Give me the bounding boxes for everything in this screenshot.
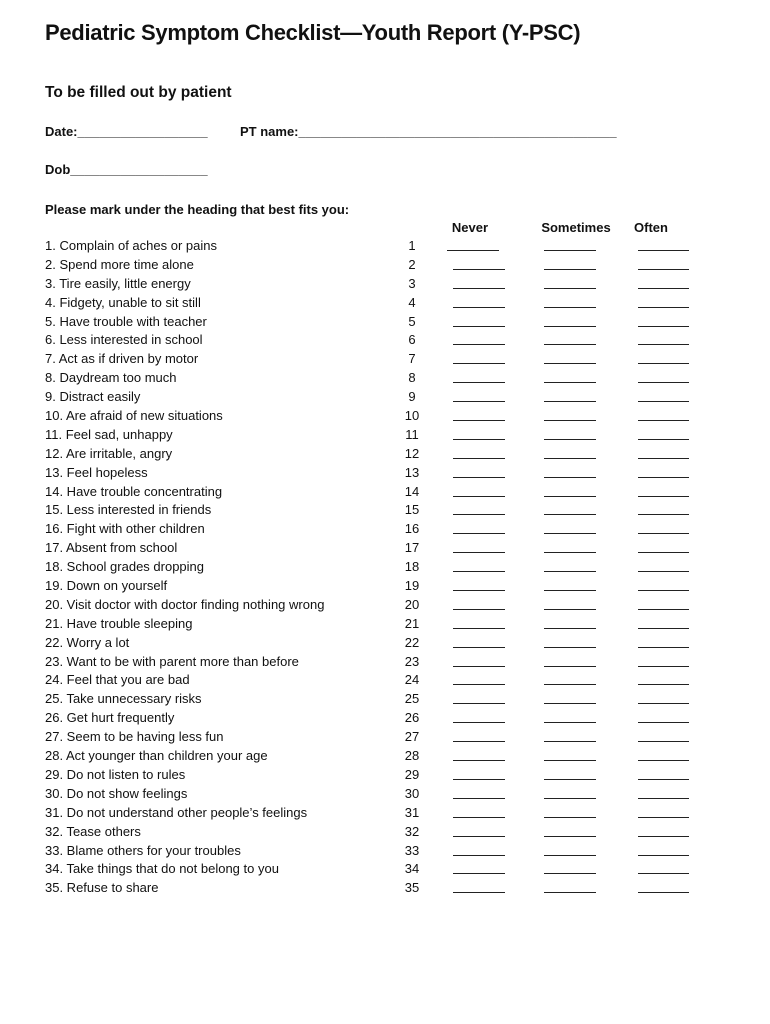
- question-text: 19. Down on yourself: [45, 578, 168, 594]
- never-answer-blank[interactable]: [453, 684, 505, 685]
- date-field[interactable]: Date:__________________: [45, 124, 208, 139]
- often-answer-blank[interactable]: [638, 722, 689, 723]
- sometimes-answer-blank[interactable]: [544, 344, 596, 345]
- question-text: 21. Have trouble sleeping: [45, 615, 193, 631]
- item-number: 25: [404, 691, 420, 707]
- often-answer-blank[interactable]: [638, 439, 689, 440]
- never-answer-blank[interactable]: [453, 307, 505, 308]
- checklist-row: [0, 350, 770, 369]
- often-answer-blank[interactable]: [638, 496, 689, 497]
- question-text: 31. Do not understand other people’s feelings: [45, 804, 308, 820]
- item-number: 16: [404, 521, 420, 537]
- sometimes-answer-blank[interactable]: [544, 458, 596, 459]
- checklist-row: [0, 823, 770, 842]
- checklist-row: [0, 331, 770, 350]
- item-number: 4: [408, 294, 416, 310]
- question-text: 14. Have trouble concentrating: [45, 483, 223, 499]
- item-number: 28: [404, 748, 420, 764]
- often-answer-blank[interactable]: [638, 873, 689, 874]
- often-answer-blank[interactable]: [638, 571, 689, 572]
- item-number: 17: [404, 540, 420, 556]
- column-header-never: Never: [451, 220, 489, 235]
- sometimes-answer-blank[interactable]: [544, 684, 596, 685]
- often-answer-blank[interactable]: [638, 344, 689, 345]
- checklist-row: [0, 520, 770, 539]
- item-number: 15: [404, 502, 420, 518]
- sometimes-answer-blank[interactable]: [544, 798, 596, 799]
- checklist-row: [0, 860, 770, 879]
- checklist-row: [0, 369, 770, 388]
- question-text: 10. Are afraid of new situations: [45, 408, 223, 424]
- checklist-row: [0, 577, 770, 596]
- sometimes-answer-blank[interactable]: [544, 836, 596, 837]
- item-number: 35: [404, 880, 420, 896]
- sometimes-answer-blank[interactable]: [544, 250, 596, 251]
- checklist-row: [0, 275, 770, 294]
- never-answer-blank[interactable]: [453, 760, 505, 761]
- dob-field[interactable]: Dob___________________: [45, 162, 208, 177]
- checklist-row: [0, 596, 770, 615]
- never-answer-blank[interactable]: [453, 836, 505, 837]
- item-number: 19: [404, 578, 420, 594]
- checklist-row: [0, 690, 770, 709]
- item-number: 32: [404, 823, 420, 839]
- checklist-row: [0, 501, 770, 520]
- checklist-row: [0, 766, 770, 785]
- never-answer-blank[interactable]: [453, 363, 505, 364]
- never-answer-blank[interactable]: [453, 817, 505, 818]
- never-answer-blank[interactable]: [453, 269, 505, 270]
- often-answer-blank[interactable]: [638, 477, 689, 478]
- never-answer-blank[interactable]: [453, 382, 505, 383]
- never-answer-blank[interactable]: [453, 326, 505, 327]
- never-answer-blank[interactable]: [453, 439, 505, 440]
- sometimes-answer-blank[interactable]: [544, 382, 596, 383]
- never-answer-blank[interactable]: [453, 401, 505, 402]
- often-answer-blank[interactable]: [638, 401, 689, 402]
- checklist-row: [0, 483, 770, 502]
- sometimes-answer-blank[interactable]: [544, 363, 596, 364]
- item-number: 2: [408, 256, 416, 272]
- question-text: 23. Want to be with parent more than before: [45, 653, 299, 669]
- often-answer-blank[interactable]: [638, 855, 689, 856]
- question-text: 4. Fidgety, unable to sit still: [45, 294, 201, 310]
- sometimes-answer-blank[interactable]: [544, 269, 596, 270]
- question-text: 34. Take things that do not belong to you: [45, 861, 279, 877]
- sometimes-answer-blank[interactable]: [544, 703, 596, 704]
- question-text: 12. Are irritable, angry: [45, 445, 173, 461]
- sometimes-answer-blank[interactable]: [544, 514, 596, 515]
- checklist-row: [0, 256, 770, 275]
- checklist-row: [0, 388, 770, 407]
- checklist-row: [0, 804, 770, 823]
- checklist-row: [0, 445, 770, 464]
- often-answer-blank[interactable]: [638, 250, 689, 251]
- question-text: 18. School grades dropping: [45, 559, 205, 575]
- item-number: 31: [404, 804, 420, 820]
- never-answer-blank[interactable]: [453, 288, 505, 289]
- question-text: 11. Feel sad, unhappy: [45, 426, 173, 442]
- sometimes-answer-blank[interactable]: [544, 666, 596, 667]
- never-answer-blank[interactable]: [453, 533, 505, 534]
- item-number: 26: [404, 710, 420, 726]
- checklist-row: [0, 785, 770, 804]
- question-text: 35. Refuse to share: [45, 880, 159, 896]
- checklist-row: [0, 842, 770, 861]
- never-answer-blank[interactable]: [453, 647, 505, 648]
- sometimes-answer-blank[interactable]: [544, 439, 596, 440]
- question-text: 25. Take unnecessary risks: [45, 691, 202, 707]
- item-number: 21: [404, 615, 420, 631]
- question-text: 6. Less interested in school: [45, 332, 203, 348]
- item-number: 7: [408, 351, 416, 367]
- sometimes-answer-blank[interactable]: [544, 817, 596, 818]
- never-answer-blank[interactable]: [453, 666, 505, 667]
- sometimes-answer-blank[interactable]: [544, 552, 596, 553]
- checklist-row: [0, 634, 770, 653]
- question-text: 26. Get hurt frequently: [45, 710, 175, 726]
- sometimes-answer-blank[interactable]: [544, 326, 596, 327]
- often-answer-blank[interactable]: [638, 666, 689, 667]
- sometimes-answer-blank[interactable]: [544, 628, 596, 629]
- often-answer-blank[interactable]: [638, 703, 689, 704]
- sometimes-answer-blank[interactable]: [544, 760, 596, 761]
- question-text: 9. Distract easily: [45, 389, 141, 405]
- page-title: Pediatric Symptom Checklist—Youth Report (Y-PSC): [45, 20, 581, 45]
- sometimes-answer-blank[interactable]: [544, 722, 596, 723]
- item-number: 5: [408, 313, 416, 329]
- checklist-row: [0, 426, 770, 445]
- never-answer-blank[interactable]: [453, 628, 505, 629]
- often-answer-blank[interactable]: [638, 628, 689, 629]
- item-number: 20: [404, 596, 420, 612]
- often-answer-blank[interactable]: [638, 817, 689, 818]
- item-number: 18: [404, 559, 420, 575]
- often-answer-blank[interactable]: [638, 420, 689, 421]
- question-text: 13. Feel hopeless: [45, 464, 148, 480]
- sometimes-answer-blank[interactable]: [544, 420, 596, 421]
- often-answer-blank[interactable]: [638, 533, 689, 534]
- sometimes-answer-blank[interactable]: [544, 609, 596, 610]
- checklist-row: [0, 671, 770, 690]
- never-answer-blank[interactable]: [453, 892, 505, 893]
- item-number: 27: [404, 729, 420, 745]
- never-answer-blank[interactable]: [453, 703, 505, 704]
- question-text: 22. Worry a lot: [45, 634, 130, 650]
- item-number: 9: [408, 389, 416, 405]
- checklist-row: [0, 558, 770, 577]
- often-answer-blank[interactable]: [638, 363, 689, 364]
- item-number: 29: [404, 766, 420, 782]
- often-answer-blank[interactable]: [638, 779, 689, 780]
- sometimes-answer-blank[interactable]: [544, 288, 596, 289]
- sometimes-answer-blank[interactable]: [544, 533, 596, 534]
- item-number: 6: [408, 332, 416, 348]
- sometimes-answer-blank[interactable]: [544, 401, 596, 402]
- checklist-row: [0, 615, 770, 634]
- sometimes-answer-blank[interactable]: [544, 571, 596, 572]
- instructions-text: Please mark under the heading that best fits you:: [45, 202, 350, 217]
- sometimes-answer-blank[interactable]: [544, 496, 596, 497]
- never-answer-blank[interactable]: [453, 458, 505, 459]
- never-answer-blank[interactable]: [453, 741, 505, 742]
- checklist-items: [0, 237, 770, 898]
- item-number: 14: [404, 483, 420, 499]
- checklist-row: [0, 728, 770, 747]
- question-text: 7. Act as if driven by motor: [45, 351, 199, 367]
- question-text: 29. Do not listen to rules: [45, 766, 186, 782]
- often-answer-blank[interactable]: [638, 760, 689, 761]
- item-number: 30: [404, 785, 420, 801]
- checklist-row: [0, 313, 770, 332]
- item-number: 24: [404, 672, 420, 688]
- checklist-row: [0, 539, 770, 558]
- column-header-sometimes: Sometimes: [541, 220, 611, 235]
- question-text: 24. Feel that you are bad: [45, 672, 190, 688]
- often-answer-blank[interactable]: [638, 552, 689, 553]
- often-answer-blank[interactable]: [638, 741, 689, 742]
- sometimes-answer-blank[interactable]: [544, 855, 596, 856]
- often-answer-blank[interactable]: [638, 892, 689, 893]
- never-answer-blank[interactable]: [447, 250, 499, 251]
- question-text: 17. Absent from school: [45, 540, 178, 556]
- sometimes-answer-blank[interactable]: [544, 647, 596, 648]
- never-answer-blank[interactable]: [453, 477, 505, 478]
- never-answer-blank[interactable]: [453, 873, 505, 874]
- never-answer-blank[interactable]: [453, 855, 505, 856]
- never-answer-blank[interactable]: [453, 798, 505, 799]
- item-number: 23: [404, 653, 420, 669]
- often-answer-blank[interactable]: [638, 647, 689, 648]
- item-number: 12: [404, 445, 420, 461]
- question-text: 20. Visit doctor with doctor finding nothing wrong: [45, 596, 325, 612]
- item-number: 22: [404, 634, 420, 650]
- question-text: 33. Blame others for your troubles: [45, 842, 241, 858]
- checklist-row: [0, 294, 770, 313]
- sometimes-answer-blank[interactable]: [544, 779, 596, 780]
- form-subtitle: To be filled out by patient: [45, 84, 232, 101]
- item-number: 3: [408, 275, 416, 291]
- question-text: 16. Fight with other children: [45, 521, 205, 537]
- often-answer-blank[interactable]: [638, 458, 689, 459]
- never-answer-blank[interactable]: [453, 590, 505, 591]
- item-number: 1: [408, 238, 416, 253]
- often-answer-blank[interactable]: [638, 326, 689, 327]
- checklist-row: [0, 653, 770, 672]
- patient-name-field[interactable]: PT name:____________________________________________: [240, 124, 617, 139]
- sometimes-answer-blank[interactable]: [544, 590, 596, 591]
- column-header-often: Often: [634, 220, 668, 235]
- item-number: 33: [404, 842, 420, 858]
- item-number: 11: [405, 426, 419, 442]
- question-text: 8. Daydream too much: [45, 370, 177, 386]
- sometimes-answer-blank[interactable]: [544, 741, 596, 742]
- often-answer-blank[interactable]: [638, 798, 689, 799]
- question-text: 27. Seem to be having less fun: [45, 729, 224, 745]
- question-text: 32. Tease others: [45, 823, 141, 839]
- often-answer-blank[interactable]: [638, 609, 689, 610]
- item-number: 10: [404, 408, 420, 424]
- checklist-row: [0, 747, 770, 766]
- item-number: 8: [408, 370, 416, 386]
- question-text: 1. Complain of aches or pains: [45, 238, 217, 253]
- question-text: 30. Do not show feelings: [45, 785, 188, 801]
- often-answer-blank[interactable]: [638, 836, 689, 837]
- often-answer-blank[interactable]: [638, 288, 689, 289]
- checklist-row: [0, 709, 770, 728]
- often-answer-blank[interactable]: [638, 269, 689, 270]
- question-text: 5. Have trouble with teacher: [45, 313, 207, 329]
- often-answer-blank[interactable]: [638, 684, 689, 685]
- never-answer-blank[interactable]: [453, 420, 505, 421]
- question-text: 15. Less interested in friends: [45, 502, 212, 518]
- often-answer-blank[interactable]: [638, 382, 689, 383]
- sometimes-answer-blank[interactable]: [544, 892, 596, 893]
- item-number: 34: [404, 861, 420, 877]
- never-answer-blank[interactable]: [453, 514, 505, 515]
- checklist-row: [0, 407, 770, 426]
- often-answer-blank[interactable]: [638, 307, 689, 308]
- question-text: 2. Spend more time alone: [45, 256, 194, 272]
- sometimes-answer-blank[interactable]: [544, 477, 596, 478]
- checklist-row: [0, 464, 770, 483]
- never-answer-blank[interactable]: [453, 571, 505, 572]
- sometimes-answer-blank[interactable]: [544, 873, 596, 874]
- never-answer-blank[interactable]: [453, 722, 505, 723]
- question-text: 3. Tire easily, little energy: [45, 275, 191, 291]
- never-answer-blank[interactable]: [453, 496, 505, 497]
- checklist-row: [0, 237, 770, 256]
- never-answer-blank[interactable]: [453, 779, 505, 780]
- checklist-row: [0, 879, 770, 898]
- never-answer-blank[interactable]: [453, 552, 505, 553]
- often-answer-blank[interactable]: [638, 590, 689, 591]
- item-number: 13: [404, 464, 420, 480]
- sometimes-answer-blank[interactable]: [544, 307, 596, 308]
- never-answer-blank[interactable]: [453, 344, 505, 345]
- often-answer-blank[interactable]: [638, 514, 689, 515]
- never-answer-blank[interactable]: [453, 609, 505, 610]
- question-text: 28. Act younger than children your age: [45, 748, 268, 764]
